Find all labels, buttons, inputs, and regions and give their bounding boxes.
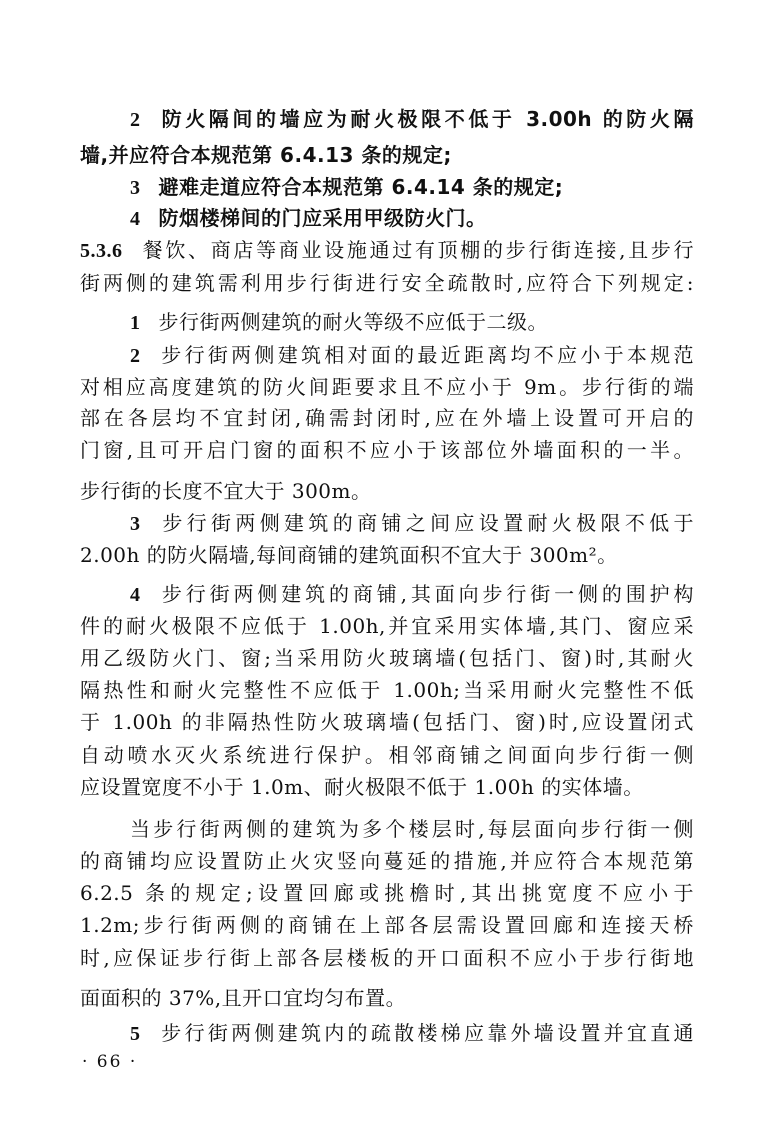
text-line [80,405,694,431]
page-number: · 66 · [82,1052,138,1072]
line-text: 步行街两侧建筑的耐火等级不应低于二级。 [158,310,548,334]
line-text: 步行街两侧建筑的商铺,其面向步行街一侧的围护构 [158,582,694,606]
item-4-line [130,581,694,608]
text-line [80,613,694,639]
paragraph-line [130,816,694,842]
item-number: 3 [130,177,141,199]
item-2-line [130,106,694,133]
text-line [80,437,694,463]
line-text: 门窗,且可开启门窗的面积不应小于该部位外墙面积的一半。 [80,438,694,462]
text-line [80,677,694,703]
clause-5-3-6-line [80,237,694,264]
text-line [80,270,694,296]
text-line [80,742,694,768]
line-text: 自动喷水灭火系统进行保护。相邻商铺之间面向步行街一侧 [80,743,694,767]
text-line [80,774,644,800]
text-line [80,645,694,671]
item-number: 5 [130,1023,141,1045]
line-text: 避难走道应符合本规范第 6.4.14 条的规定; [158,175,564,199]
item-1-line [130,309,694,336]
line-text: 步行街两侧建筑的商铺之间应设置耐火极限不低于 [158,511,694,535]
item-number: 3 [130,513,141,535]
text-line [80,945,694,971]
item-number: 4 [130,208,141,230]
item-2-line [130,342,694,369]
text-line [80,848,694,874]
item-3-line [130,174,694,201]
text-line [80,880,694,906]
text-line [80,912,694,938]
line-text: 部在各层均不宜封闭,确需封闭时,应在外墙上设置可开启的 [80,406,694,430]
item-4-line [130,205,694,232]
line-text: 6.2.5 条的规定;设置回廊或挑檐时,其出挑宽度不应小于 [80,881,694,905]
line-text: 步行街两侧建筑内的疏散楼梯应靠外墙设置并宜直通 [158,1021,694,1045]
line-text: 2.00h 的防火隔墙,每间商铺的建筑面积不宜大于 300m²。 [80,543,618,567]
item-number: 2 [130,109,141,131]
line-text: 当步行街两侧的建筑为多个楼层时,每层面向步行街一侧 [130,817,694,841]
item-number: 1 [130,312,141,334]
clause-number: 5.3.6 [80,240,123,262]
line-text: 应设置宽度不小于 1.0m、耐火极限不低于 1.00h 的实体墙。 [80,775,644,799]
line-text: 用乙级防火门、窗;当采用防火玻璃墙(包括门、窗)时,其耐火 [80,646,694,670]
line-text: 餐饮、商店等商业设施通过有顶棚的步行街连接,且步行 [140,238,694,262]
line-text: 的商铺均应设置防止火灾竖向蔓延的措施,并应符合本规范第 [80,849,694,873]
item-number: 4 [130,584,141,606]
line-text: 于 1.00h 的非隔热性防火玻璃墙(包括门、窗)时,应设置闭式 [80,710,694,734]
text-line [80,374,694,400]
line-text: 件的耐火极限不应低于 1.00h,并宜采用实体墙,其门、窗应采 [80,614,694,638]
line-text: 防烟楼梯间的门应采用甲级防火门。 [158,206,487,230]
line-text: 步行街的长度不宜大于 300m。 [80,479,372,503]
line-text: 隔热性和耐火完整性不应低于 1.00h;当采用耐火完整性不低 [80,678,694,702]
line-text: 时,应保证步行街上部各层楼板的开口面积不应小于步行街地 [80,946,694,970]
text-line [80,478,372,504]
text-line [80,142,452,168]
text-line [80,542,618,568]
line-text: 防火隔间的墙应为耐火极限不低于 3.00h 的防火隔 [158,107,694,131]
line-text: 步行街两侧建筑相对面的最近距离均不应小于本规范 [158,343,694,367]
item-3-line [130,510,694,537]
text-line [80,709,694,735]
text-line [80,985,406,1011]
line-text: 街两侧的建筑需利用步行街进行安全疏散时,应符合下列规定: [80,271,694,295]
line-text: 1.2m;步行街两侧的商铺在上部各层需设置回廊和连接天桥 [80,913,694,937]
line-text: 面面积的 37%,且开口宜均匀布置。 [80,986,407,1010]
line-text: 对相应高度建筑的防火间距要求且不应小于 9m。步行街的端 [80,375,694,399]
item-5-line [130,1020,694,1047]
line-text: 墙,并应符合本规范第 6.4.13 条的规定; [80,143,452,167]
item-number: 2 [130,345,141,367]
